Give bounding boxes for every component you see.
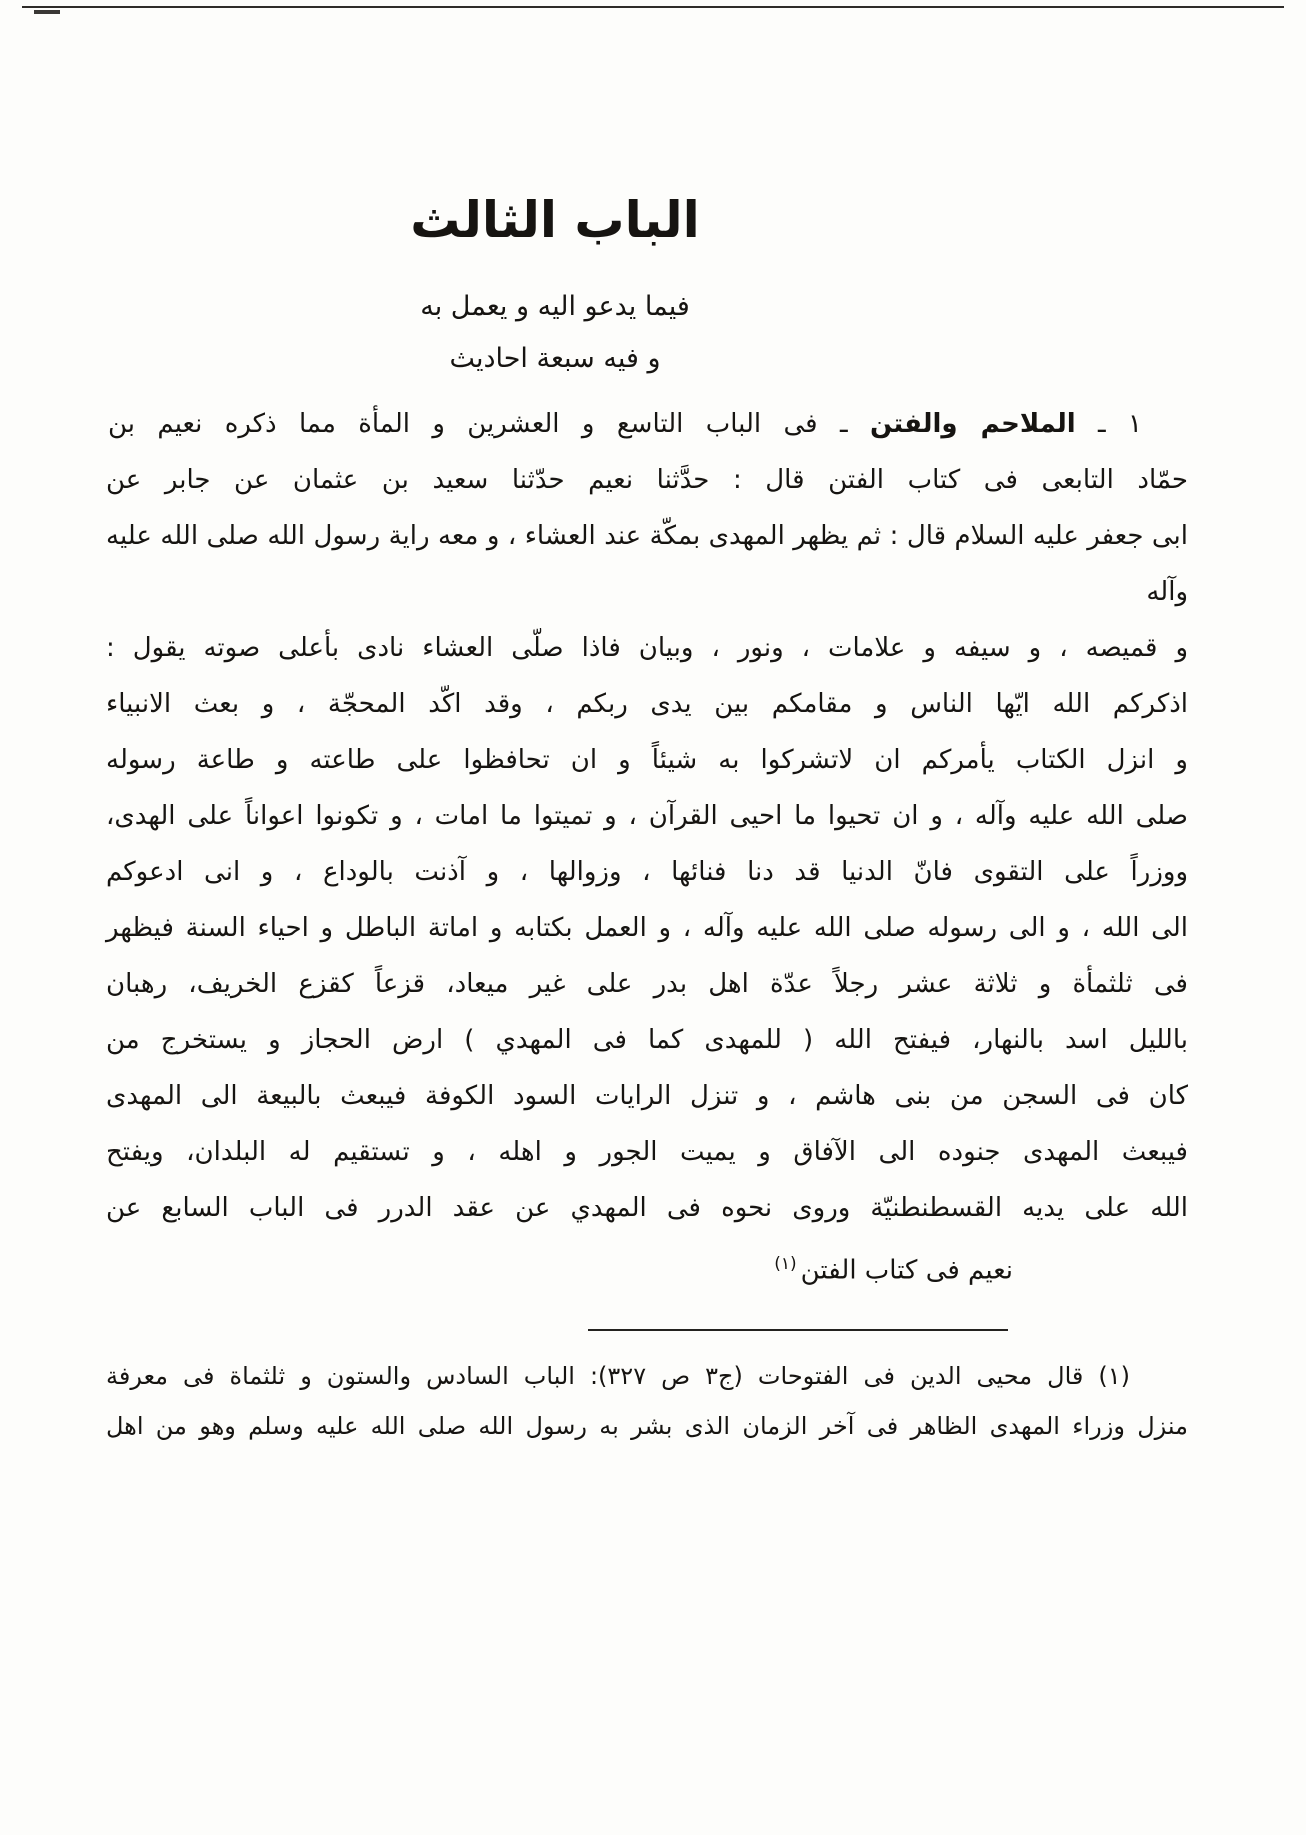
scan-artifact-mark: [34, 10, 60, 14]
body-line: صلى الله عليه وآله ، و ان تحيوا ما احيى القرآن ، و تميتوا ما امات ، و تكونوا اعواناً على الهدى،: [106, 801, 1188, 831]
footnote-reference-marker: (١): [774, 1254, 797, 1274]
subtitle-line-1: فيما يدعو اليه و يعمل به: [420, 291, 690, 322]
body-line: حمّاد التابعى فى كتاب الفتن قال : حدَّثنا نعيم حدّثنا سعيد بن عثمان عن جابر عن: [106, 465, 1188, 495]
subtitle-line-2: و فيه سبعة احاديث: [449, 343, 661, 374]
scan-artifact-line: [22, 6, 1284, 8]
body-line: بالليل اسد بالنهار، فيفتح الله ( للمهدى كما فى المهدي ) ارض الحجاز و يستخرج من: [106, 1025, 1188, 1055]
footnote-separator: [588, 1329, 1008, 1331]
body-line: و انزل الكتاب يأمركم ان لاتشركوا به شيئاً و ان تحافظوا على طاعته و طاعة رسوله: [106, 745, 1188, 775]
body-line: و قميصه ، و سيفه و علامات ، ونور ، وبيان فاذا صلّى العشاء نادى بأعلى صوته يقول :: [106, 633, 1188, 663]
opening-rest: ـ فى الباب التاسع و العشرين و المأة مما ذكره نعيم بن: [108, 409, 870, 439]
body-line: الله على يديه القسطنطنيّة وروى نحوه فى المهدي عن عقد الدرر فى الباب السابع عن: [106, 1193, 1188, 1223]
body-line: الى الله ، و الى رسوله صلى الله عليه وآله ، و العمل بكتابه و اماتة الباطل و احياء السنة فيظهر: [106, 913, 1188, 943]
body-line: ووزراً على التقوى فانّ الدنيا قد دنا فنائها ، وزوالها ، و آذنت بالوداع ، و انى ادعوكم: [106, 857, 1188, 887]
body-line: فيبعث المهدى جنوده الى الآفاق و يميت الجور و اهله ، و تستقيم له البلدان، ويفتح: [106, 1137, 1188, 1167]
body-line: اذكركم الله ايّها الناس و مقامكم بين يدى ربكم ، وقد اكّد المحجّة ، و بعث الانبياء: [106, 689, 1188, 719]
chapter-title: الباب الثالث: [410, 191, 700, 249]
last-line-text: نعيم فى كتاب الفتن: [800, 1255, 1013, 1286]
body-line: ابى جعفر عليه السلام قال : ثم يظهر المهدى بمكّة عند العشاء ، و معه راية رسول الله صلى الله عليه وآله: [106, 521, 1188, 607]
body-line-opening: [106, 396, 1188, 452]
footnote: [106, 1351, 1188, 1451]
hadith-source-title: الملاحم والفتن: [869, 409, 1076, 439]
body-line-last: [106, 1236, 1188, 1299]
hadith-number: ١ ـ: [1075, 409, 1143, 439]
body-line: فى ثلثمأة و ثلاثة عشر رجلاً عدّة اهل بدر على غير ميعاد، قزعاً كقزع الخريف، رهبان: [106, 969, 1188, 999]
hadith-paragraph: [106, 396, 1188, 1299]
body-lines: [106, 452, 1188, 1236]
footnote-line: منزل وزراء المهدى الظاهر فى آخر الزمان الذى بشر به رسول الله صلى الله عليه وسلم وهو من اهل: [106, 1411, 1188, 1440]
footnote-lines: [106, 1351, 1188, 1451]
footnote-line: (١) قال محيى الدين فى الفتوحات (ج٣ ص ٣٢٧): الباب السادس والستون و ثلثماة فى معرفة: [106, 1361, 1131, 1390]
body-line: كان فى السجن من بنى هاشم ، و تنزل الرايات السود الكوفة فيبعث بالبيعة الى المهدى: [106, 1081, 1188, 1111]
